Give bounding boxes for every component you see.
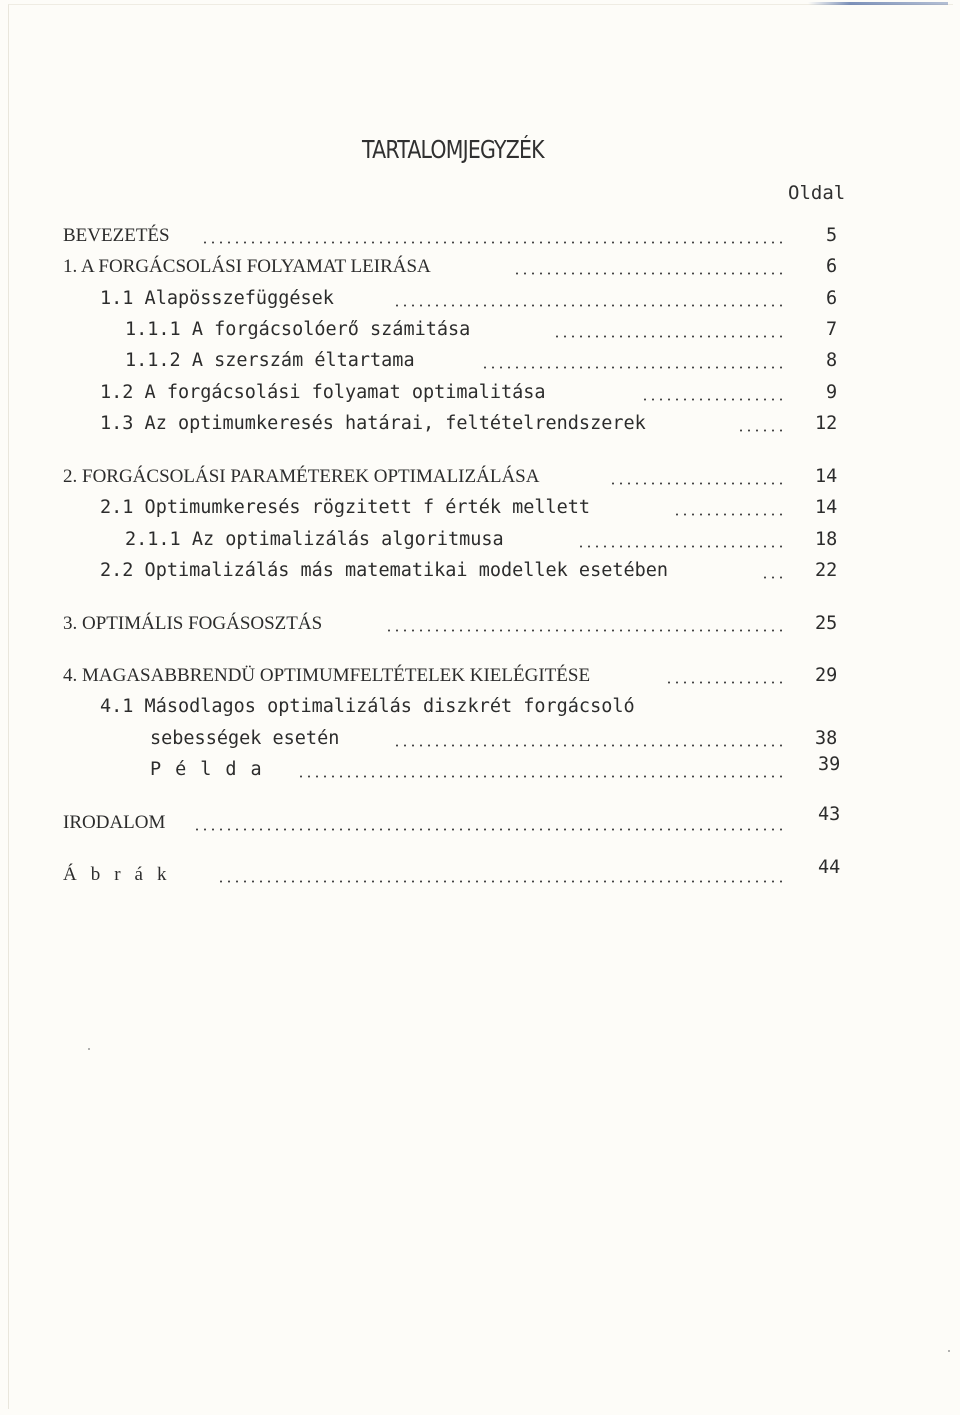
toc-entry-page: 38 (815, 728, 838, 749)
toc-entry-title: Példa (150, 759, 276, 780)
toc-entry[interactable] (0, 318, 960, 346)
toc-entry-title: 1.3 Az optimumkeresés határai, feltételrendszerek (100, 413, 646, 434)
paper-speck (88, 1048, 90, 1050)
toc-entry-page: 18 (815, 529, 838, 550)
dot-leader (388, 629, 785, 632)
toc-entry-page: 12 (815, 413, 838, 434)
page-column-label: Oldal (788, 182, 846, 204)
toc-entry-page: 22 (815, 560, 838, 581)
toc-entry[interactable] (0, 528, 960, 556)
dot-leader (640, 398, 785, 401)
toc-entry-page: 39 (818, 754, 841, 775)
toc-entry[interactable] (0, 664, 960, 692)
toc-entry-page: 43 (818, 804, 841, 825)
toc-entry-title: 4. MAGASABBRENDÜ OPTIMUMFELTÉTELEK KIELÉGITÉSE (63, 665, 591, 686)
toc-entry-page: 9 (826, 382, 838, 403)
toc-entry-title: 1.1.2 A szerszám éltartama (125, 350, 415, 371)
dot-leader (190, 828, 785, 831)
toc-entry-title: 2.1 Optimumkeresés rögzitett f érték mellett (100, 497, 591, 518)
toc-entry-title: 1. A FORGÁCSOLÁSI FOLYAMAT LEIRÁSA (63, 256, 431, 277)
toc-entry-page: 44 (818, 857, 841, 878)
toc-entry[interactable] (0, 695, 960, 723)
dot-leader (512, 272, 785, 275)
dot-leader (478, 366, 785, 369)
page-title: TARTALOMJEGYZÉK (362, 135, 544, 164)
toc-entry-title: 2.1.1 Az optimalizálás algoritmusa (125, 529, 504, 550)
toc-entry[interactable] (0, 496, 960, 524)
dot-leader (676, 513, 785, 516)
dot-leader (390, 304, 785, 307)
dot-leader (552, 335, 785, 338)
dot-leader (740, 429, 785, 432)
dot-leader (296, 775, 785, 778)
toc-entry[interactable] (0, 381, 960, 409)
dot-leader (612, 482, 785, 485)
toc-entry-continuation[interactable] (0, 727, 960, 755)
toc-entry-page: 6 (826, 256, 838, 277)
dot-leader (202, 241, 785, 244)
toc-entry-title: BEVEZETÉS (63, 225, 170, 246)
toc-entry-page: 14 (815, 497, 838, 518)
toc-entry-title: 1.1.1 A forgácsolóerő számitása (125, 319, 471, 340)
toc-entry-title: 4.1 Másodlagos optimalizálás diszkrét forgácsoló (100, 696, 635, 717)
toc-entry[interactable] (0, 612, 960, 640)
toc-entry-title: sebességek esetén (150, 728, 340, 749)
dot-leader (666, 681, 785, 684)
toc-entry-title: Ábrák (63, 864, 181, 885)
dot-leader (216, 880, 785, 883)
paper-speck (948, 1350, 950, 1352)
toc-entry-title: IRODALOM (63, 812, 166, 833)
dot-leader (580, 545, 785, 548)
toc-entry[interactable] (0, 857, 960, 891)
toc-entry[interactable] (0, 412, 960, 440)
scan-artifact (808, 2, 948, 5)
toc-entry[interactable] (0, 349, 960, 377)
toc-entry[interactable] (0, 224, 960, 252)
toc-entry-title: 2.2 Optimalizálás más matematikai modellek esetében (100, 560, 669, 581)
dot-leader (758, 576, 785, 579)
toc-entry-page: 6 (826, 288, 838, 309)
toc-entry-title: 2. FORGÁCSOLÁSI PARAMÉTEREK OPTIMALIZÁLÁSA (63, 466, 540, 487)
toc-entry-page: 8 (826, 350, 838, 371)
toc-entry-title: 1.1 Alapösszefüggések (100, 288, 334, 309)
toc-entry-page: 29 (815, 665, 838, 686)
toc-entry[interactable] (0, 754, 960, 786)
toc-entry[interactable] (0, 465, 960, 493)
toc-entry[interactable] (0, 804, 960, 839)
toc-entry-page: 5 (826, 225, 838, 246)
toc-entry[interactable] (0, 287, 960, 315)
toc-entry-page: 25 (815, 613, 838, 634)
toc-entry-title: 3. OPTIMÁLIS FOGÁSOSZTÁS (63, 613, 323, 634)
toc-entry-title: 1.2 A forgácsolási folyamat optimalitása (100, 382, 546, 403)
dot-leader (396, 744, 785, 747)
toc-entry-page: 14 (815, 466, 838, 487)
toc-entry[interactable] (0, 559, 960, 587)
toc-entry-page: 7 (826, 319, 838, 340)
toc-entry[interactable] (0, 255, 960, 283)
